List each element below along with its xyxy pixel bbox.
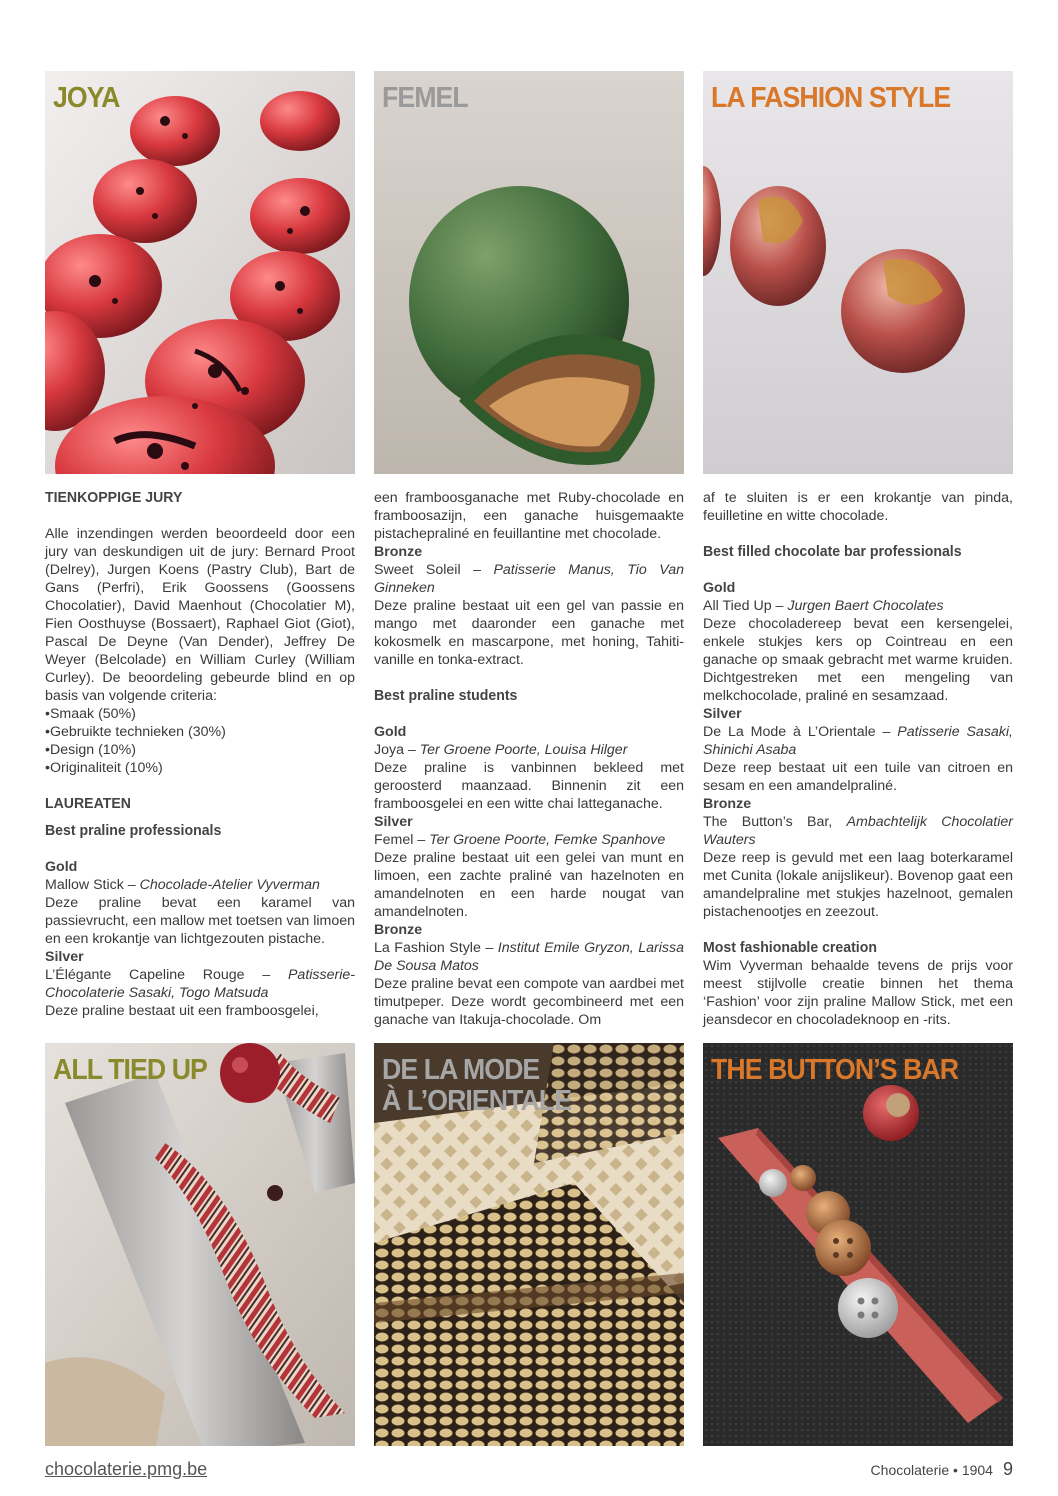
award-silver: Silver [703,706,742,722]
continued-text: een framboosganache met Ruby-chocolade en framboosazijn, een ganache huisgemaakte pistachepraliné en feuillantine met chocolade. [374,490,684,542]
winner-line: The Button’s Bar, Ambachtelijk Chocolatier Wauters [703,814,1013,848]
best-students-heading: Best praline students [374,687,518,704]
winner-line: La Fashion Style – Institut Emile Gryzon, Larissa De Sousa Matos [374,940,684,974]
photo-title-femel: FEMEL [382,82,468,114]
text-column-3 [703,489,1013,1029]
page-number: 9 [1002,1459,1013,1479]
best-bar-heading: Best filled chocolate bar professionals [703,543,962,560]
photo-title-buttons-bar: THE BUTTON’S BAR [711,1054,959,1086]
buttons-bar-image [703,1043,1013,1446]
criteria-item: •Design (10%) [45,742,136,758]
photo-all-tied-up [45,1043,355,1446]
winner-line: De La Mode à L’Orientale – Patisserie Sasaki, Shinichi Asaba [703,724,1013,758]
photo-title-joya: JOYA [53,82,120,114]
criteria-item: •Originaliteit (10%) [45,760,163,776]
photo-buttons-bar [703,1043,1013,1446]
winner-description: Deze praline bestaat uit een gelei van munt en limoen, een zachte praliné van hazelnoten en amandelnoten en een harde nougat van amandelnoten. [374,850,684,920]
photo-joya [45,71,355,474]
fashion-praline-image [703,71,1013,474]
winner-description: Deze praline bestaat uit een gel van passie en mango met daaronder een ganache met kokosmelk en mascarpone, met honing, Tahiti-vanille en tonka-extract. [374,598,684,668]
jury-text: Alle inzendingen werden beoordeeld door een jury van deskundigen uit de jury: Bernard Proot (Delrey), Jurgen Koens (Pastry Club), Bart de Gans (Perfri), Erik Goossens (Goossens Chocolatier), David Maenhout (Chocolatier M), Fien Oosthuyse (Bossaert), Raphael Giot (Giot), Pascal De Deyne (Van Dender), Jeffrey De Weyer (Belcolade) en William Curley (William Curley). De beoordeling gebeurde blind en op basis van volgende criteria: [45,526,355,704]
award-gold: Gold [374,724,407,740]
winner-line: L’Élégante Capeline Rouge – Patisserie-Chocolaterie Sasaki, Togo Matsuda [45,967,355,1001]
winner-line: All Tied Up – Jurgen Baert Chocolates [703,598,944,614]
winner-description: Deze praline bevat een karamel van passievrucht, een mallow met toetsen van limoen en een krokantje van lichtgezouten pistache. [45,895,355,947]
award-bronze: Bronze [374,922,423,938]
award-silver: Silver [374,814,413,830]
award-gold: Gold [703,580,736,596]
winner-description: Deze reep bestaat uit een tuile van citroen en sesam en een amandelpraliné. [703,760,1013,794]
winner-line: Joya – Ter Groene Poorte, Louisa Hilger [374,742,628,758]
winner-line: Mallow Stick – Chocolade-Atelier Vyverman [45,877,320,893]
footer-issue [871,1459,1013,1480]
winner-line: Sweet Soleil – Patisserie Manus, Tio Van Ginneken [374,562,684,596]
photo-title-fashion: LA FASHION STYLE [711,82,951,114]
footer-url-link[interactable]: chocolaterie.pmg.be [45,1459,208,1479]
photo-de-la-mode [374,1043,684,1446]
issue-label: Chocolaterie • 1904 [870,1462,993,1478]
joya-praline-image [45,71,355,474]
winner-description: Deze chocoladereep bevat een kersengelei, enkele stukjes kers op Cointreau en een ganache op smaak gebracht met warme kruiden. Dichtgestreken met een mengeling van melkchocolade, praliné en sesamzaad. [703,616,1013,704]
text-column-1 [45,489,355,1020]
criteria-list [45,705,355,777]
laureaten-heading: LAUREATEN [45,795,131,812]
best-pro-heading: Best praline professionals [45,822,222,839]
most-fashionable-heading: Most fashionable creation [703,939,877,956]
winner-description: Deze praline is vanbinnen bekleed met geroosterd maanzaad. Binnenin zit een framboosgelei en een witte chai latteganache. [374,760,684,812]
winner-description: Deze praline bestaat uit een framboosgelei, [45,1003,319,1019]
most-fashionable-text: Wim Vyverman behaalde tevens de prijs voor meest stijlvolle creatie binnen het thema ‘Fashion’ voor zijn praline Mallow Stick, met een jeansdecor en chocoladeknoop en -rits. [703,958,1013,1028]
femel-praline-image [374,71,684,474]
criteria-item: •Smaak (50%) [45,706,136,722]
award-gold: Gold [45,859,78,875]
photo-title-de-la-mode: DE LA MODE À L’ORIENTALE [382,1054,572,1117]
all-tied-up-bar-image [45,1043,355,1446]
jury-heading: TIENKOPPIGE JURY [45,489,183,506]
award-silver: Silver [45,949,84,965]
award-bronze: Bronze [374,544,423,560]
text-column-2 [374,489,684,1029]
photo-fashion [703,71,1013,474]
photo-title-all-tied-up: ALL TIED UP [53,1054,207,1086]
photo-femel [374,71,684,474]
continued-text: af te sluiten is er een krokantje van pinda, feuilletine en witte chocolade. [703,490,1013,524]
winner-description: Deze reep is gevuld met een laag boterkaramel met Cunita (lokale anijslikeur). Bovenop gaat een amandelpraline met stukjes hazelnoot, gemalen pistachenootjes en zeezout. [703,850,1013,920]
winner-line: Femel – Ter Groene Poorte, Femke Spanhove [374,832,666,848]
winner-description: Deze praline bevat een compote van aardbei met timutpeper. Deze wordt gecombineerd met een ganache van Itakuja-chocolade. Om [374,976,684,1028]
award-bronze: Bronze [703,796,752,812]
criteria-item: •Gebruikte technieken (30%) [45,724,226,740]
